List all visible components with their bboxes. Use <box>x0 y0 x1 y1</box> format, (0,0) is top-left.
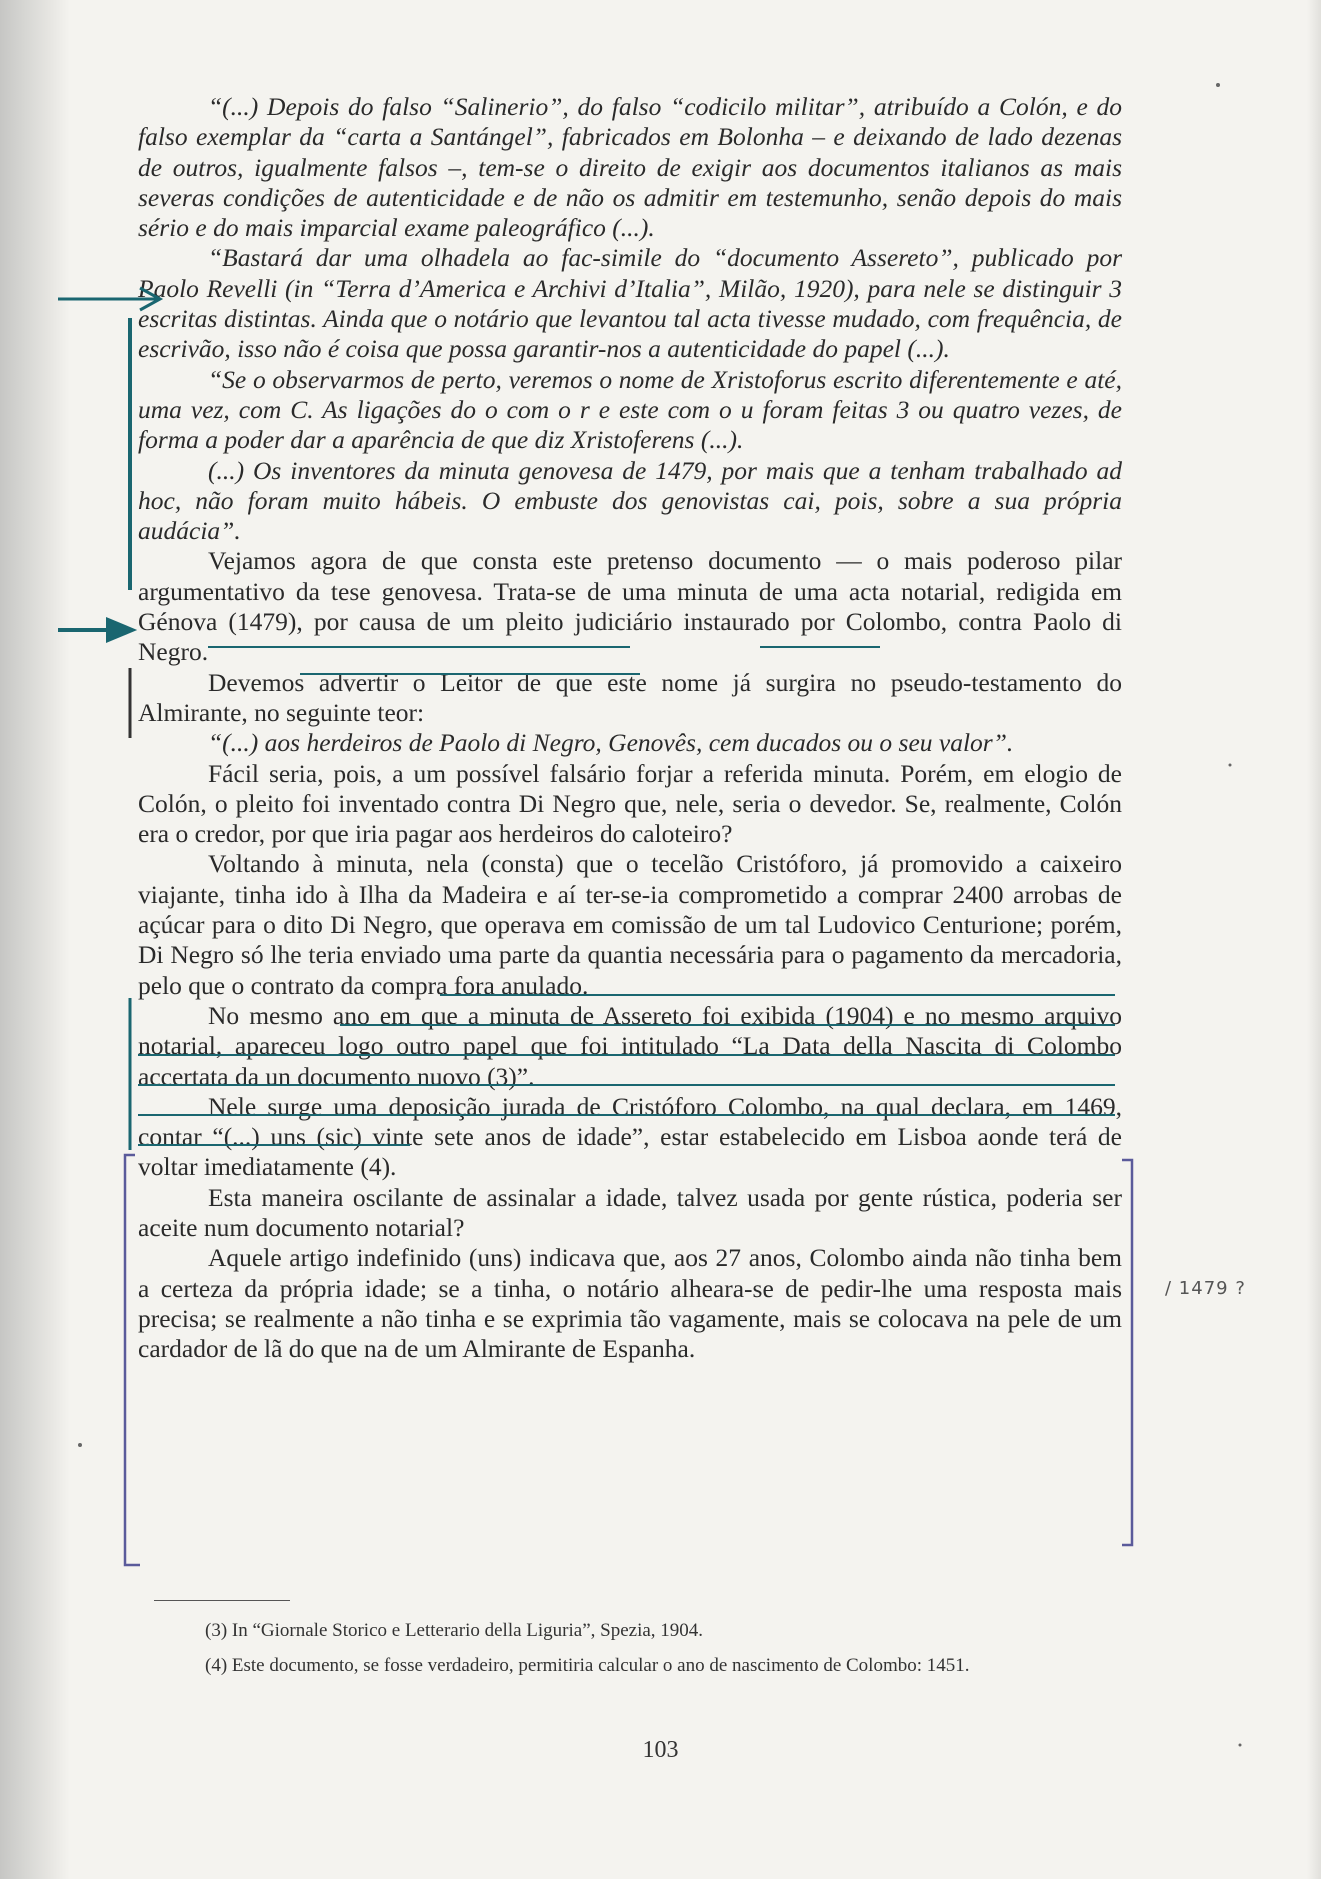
paragraph-8: Fácil seria, pois, a um possível falsário forjar a referida minuta. Porém, em elogio de Colón, o pleito foi inventado contra Di Negro que, nele, seria o devedor. Se, realmente, Colón era o credor, por que iria pagar aos herdeiros do caloteiro? <box>138 758 1122 849</box>
footnote-4: (4) Este documento, se fosse verdadeiro, permitiria calcular o ano de nascimento de Colombo: 1451. <box>205 1655 970 1676</box>
paragraph-13: Aquele artigo indefinido (uns) indicava que, aos 27 anos, Colombo ainda não tinha bem a certeza da própria idade; se a tinha, o notário alheara-se de pedir-lhe uma resposta mais precisa; se realmente a não tinha e se exprimia tão vagamente, mais se colocava na pele de um cardador de lã do que na de um Almirante de Espanha. <box>138 1243 1122 1364</box>
paragraph-10: No mesmo ano em que a minuta de Assereto foi exibida (1904) e no mesmo arquivo notarial, apareceu logo outro papel que foi intitulado “La Data della Nascita di Colombo accertata da un documento nuovo (3)”. <box>138 1000 1122 1091</box>
paragraph-quote-4: (...) Os inventores da minuta genovesa de 1479, por mais que a tenham trabalhado ad hoc, não foram muito hábeis. O embuste dos genovistas cai, pois, sobre a sua própria audácia”. <box>138 455 1122 546</box>
paragraph-quote-7: “(...) aos herdeiros de Paolo di Negro, Genovês, cem ducados ou o seu valor”. <box>208 728 1014 758</box>
footnote-rule <box>154 1600 290 1601</box>
paragraph-9: Voltando à minuta, nela (consta) que o tecelão Cristóforo, já promovido a caixeiro viajante, tinha ido à Ilha da Madeira e aí ter-se-ia comprometido a comprar 2400 arrobas de açúcar para o dito Di Negro, que operava em comissão de um tal Ludovico Centurione; porém, Di Negro só lhe teria enviado uma parte da quantia necessária para o pagamento da mercadoria, pelo que o contrato da compra fora anulado. <box>138 849 1122 1000</box>
footnotes <box>205 1618 1120 1678</box>
book-spine-shadow <box>0 0 70 1879</box>
paragraph-12: Esta maneira oscilante de assinalar a idade, talvez usada por gente rústica, poderia ser aceite num documento notarial? <box>138 1182 1122 1242</box>
footnote-3: (3) In “Giornale Storico e Letterario della Liguria”, Spezia, 1904. <box>205 1620 704 1641</box>
paragraph-quote-2: “Bastará dar uma olhadela ao fac-simile do “documento Assereto”, publicado por Paolo Revelli (in “Terra d’America e Archivi d’Italia”, Milão, 1920), para nele se distinguir 3 escritas distintas. Ainda que o notário que levantou tal acta tivesse mudado, com frequência, de escrivão, isso não é coisa que possa garantir-nos a autenticidade do papel (...). <box>138 243 1122 364</box>
paragraph-5: Vejamos agora de que consta este pretenso documento — o mais poderoso pilar argumentativo da tese genovesa. Trata-se de uma minuta de uma acta notarial, redigida em Génova (1479), por causa de um pleito judiciário instaurado por Colombo, contra Paolo di Negro. <box>138 546 1122 667</box>
page-body <box>138 92 1122 1364</box>
paragraph-quote-3: “Se o observarmos de perto, veremos o nome de Xristoforus escrito diferentemente e até, uma vez, com C. As ligações do o com o r e este com o u foram feitas 3 ou quatro vezes, de forma a poder dar a aparência de que diz Xristoferens (...). <box>138 364 1122 455</box>
paragraph-quote-1: “(...) Depois do falso “Salinerio”, do falso “codicilo militar”, atribuído a Colón, e do falso exemplar da “carta a Santángel”, fabricados em Bolonha – e deixando de lado dezenas de outros, igualmente falsos –, tem-se o direito de exigir aos documentos italianos as mais severas condições de autenticidade e de não os admitir em testemunho, senão depois do mais sério e do mais imparcial exame paleográfico (...). <box>138 92 1122 243</box>
paragraph-11: Nele surge uma deposição jurada de Cristóforo Colombo, na qual declara, em 1469, contar “(...) uns (sic) vinte sete anos de idade”, estar estabelecido em Lisboa aonde terá de voltar imediatamente (4). <box>138 1091 1122 1182</box>
page-edge <box>1307 0 1321 1879</box>
page-number: 103 <box>642 1737 679 1763</box>
paragraph-6: Devemos advertir o Leitor de que este nome já surgira no pseudo-testamento do Almirante, no seguinte teor: <box>138 667 1122 727</box>
handwritten-margin-note: / 1479 ? <box>1165 1278 1246 1299</box>
